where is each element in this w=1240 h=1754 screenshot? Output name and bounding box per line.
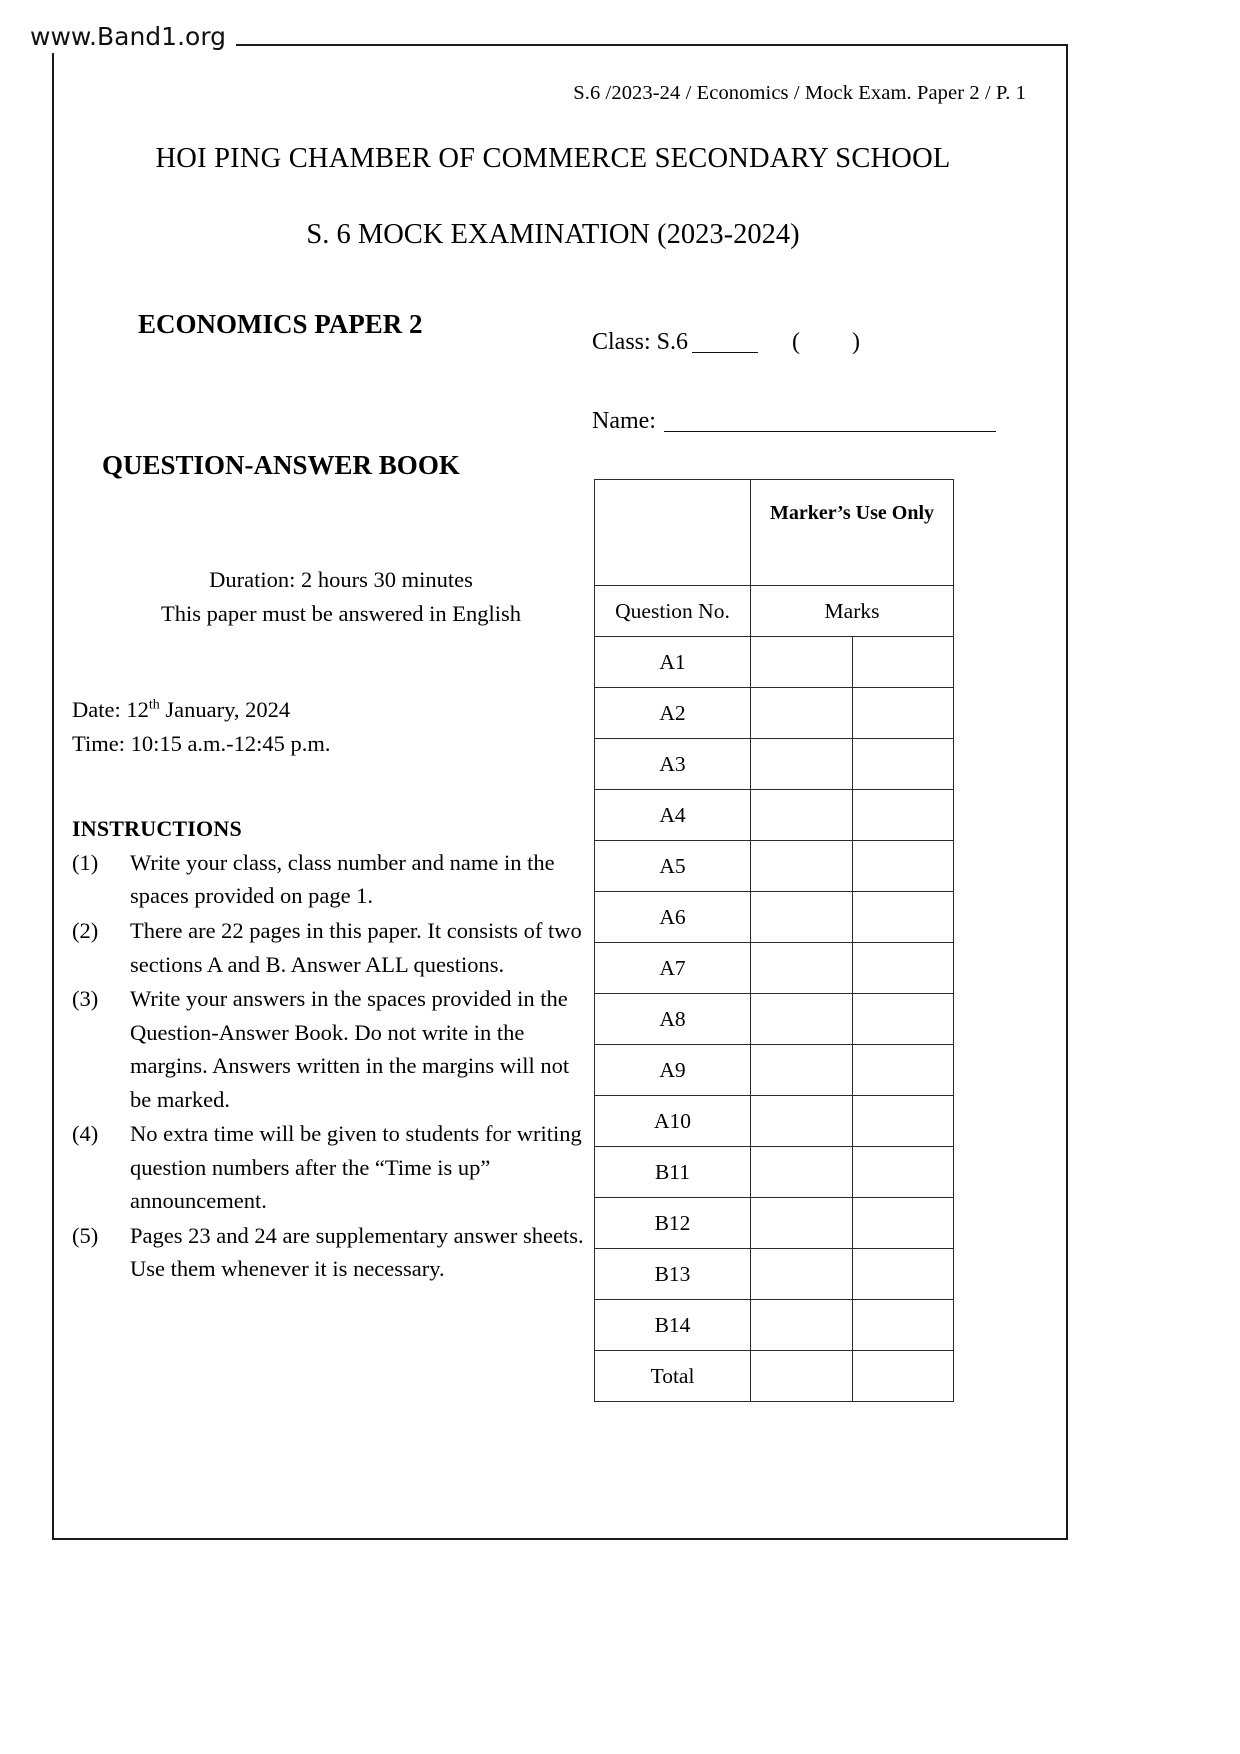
table-row xyxy=(595,1096,954,1147)
marks-cell[interactable] xyxy=(751,1096,853,1147)
question-label: B13 xyxy=(595,1249,751,1300)
question-label: A8 xyxy=(595,994,751,1045)
marks-extra-cell[interactable] xyxy=(852,1249,954,1300)
exam-date xyxy=(72,693,592,726)
question-no-header: Question No. xyxy=(595,586,751,637)
question-label: B12 xyxy=(595,1198,751,1249)
table-row xyxy=(595,637,954,688)
marks-extra-cell[interactable] xyxy=(852,637,954,688)
duration-block xyxy=(72,563,592,631)
question-label: A4 xyxy=(595,790,751,841)
table-row xyxy=(595,1147,954,1198)
exam-date-rest: January, 2024 xyxy=(159,697,291,723)
running-head: S.6 /2023-24 / Economics / Mock Exam. Paper 2 / P. 1 xyxy=(573,82,1026,104)
marks-extra-cell[interactable] xyxy=(852,892,954,943)
marks-header-blank-cell xyxy=(595,480,751,586)
table-row xyxy=(595,1045,954,1096)
question-label: A5 xyxy=(595,841,751,892)
instruction-number: (1) xyxy=(72,849,99,875)
instruction-item xyxy=(72,1117,592,1218)
question-label: A10 xyxy=(595,1096,751,1147)
marks-extra-cell[interactable] xyxy=(852,994,954,1045)
question-label: B11 xyxy=(595,1147,751,1198)
marks-cell[interactable] xyxy=(751,1300,853,1351)
marks-cell[interactable] xyxy=(751,994,853,1045)
marks-extra-cell[interactable] xyxy=(852,1300,954,1351)
marks-extra-cell[interactable] xyxy=(852,943,954,994)
marks-cell[interactable] xyxy=(751,943,853,994)
markers-use-only-table xyxy=(594,479,954,1402)
marks-extra-cell[interactable] xyxy=(852,1096,954,1147)
instruction-text: Write your class, class number and name in the spaces provided on page 1. xyxy=(130,849,555,909)
date-time-block xyxy=(72,693,592,760)
class-label: Class: S.6 xyxy=(592,329,689,355)
name-field-row xyxy=(592,408,1032,435)
table-row xyxy=(595,1300,954,1351)
exam-date-ordinal: th xyxy=(148,697,160,713)
total-extra-cell[interactable] xyxy=(852,1351,954,1402)
instruction-item xyxy=(72,982,592,1116)
table-row xyxy=(595,892,954,943)
instruction-text: Write your answers in the spaces provided in the Question-Answer Book. Do not write in the margins. Answers written in the margins will not be marked. xyxy=(130,986,570,1112)
marks-extra-cell[interactable] xyxy=(852,688,954,739)
marks-cell[interactable] xyxy=(751,1045,853,1096)
total-marks-cell[interactable] xyxy=(751,1351,853,1402)
cover-left-column xyxy=(72,303,592,1287)
instruction-item xyxy=(72,914,592,981)
paren-close: ) xyxy=(852,329,913,355)
instruction-number: (4) xyxy=(72,1121,99,1147)
marks-extra-cell[interactable] xyxy=(852,739,954,790)
marks-table-body xyxy=(595,480,954,1402)
instruction-text: There are 22 pages in this paper. It consists of two sections A and B. Answer ALL questions. xyxy=(130,918,582,977)
name-input[interactable] xyxy=(664,412,996,432)
table-row xyxy=(595,688,954,739)
marks-cell[interactable] xyxy=(751,1249,853,1300)
class-field-row xyxy=(592,329,1032,356)
table-row xyxy=(595,943,954,994)
marks-extra-cell[interactable] xyxy=(852,1045,954,1096)
question-label: A2 xyxy=(595,688,751,739)
class-input[interactable] xyxy=(692,333,758,353)
exam-date-text: Date: 12 xyxy=(72,697,149,723)
exam-time: Time: 10:15 a.m.-12:45 p.m. xyxy=(72,730,331,756)
paren-open: ( xyxy=(792,329,853,355)
instruction-text: Pages 23 and 24 are supplementary answer sheets. Use them whenever it is necessary. xyxy=(130,1222,584,1282)
question-label: A9 xyxy=(595,1045,751,1096)
page-content xyxy=(72,60,1048,1530)
marks-table-header-row xyxy=(595,480,954,586)
marks-extra-cell[interactable] xyxy=(852,790,954,841)
instruction-number: (5) xyxy=(72,1222,99,1248)
marks-extra-cell[interactable] xyxy=(852,1198,954,1249)
table-row-total xyxy=(595,1351,954,1402)
school-name: HOI PING CHAMBER OF COMMERCE SECONDARY SCHOOL xyxy=(155,143,951,174)
language-note: This paper must be answered in English xyxy=(161,601,521,627)
table-row xyxy=(595,790,954,841)
marks-extra-cell[interactable] xyxy=(852,841,954,892)
marks-cell[interactable] xyxy=(751,841,853,892)
instruction-item xyxy=(72,846,592,913)
paper-title: ECONOMICS PAPER 2 xyxy=(138,309,423,339)
cover-right-column xyxy=(592,303,1032,1402)
instruction-number: (2) xyxy=(72,918,99,943)
marks-header: Marks xyxy=(751,586,954,637)
watermark-band1: www.Band1.org xyxy=(28,22,236,53)
table-row xyxy=(595,1249,954,1300)
instruction-item xyxy=(72,1219,592,1286)
instruction-number: (3) xyxy=(72,986,99,1012)
marks-extra-cell[interactable] xyxy=(852,1147,954,1198)
question-label: A3 xyxy=(595,739,751,790)
marks-table-subheader-row xyxy=(595,586,954,637)
instruction-text: No extra time will be given to students for writing question numbers after the “Time is up” announcement. xyxy=(130,1121,582,1214)
marks-cell[interactable] xyxy=(751,790,853,841)
marks-cell[interactable] xyxy=(751,1147,853,1198)
instructions-list xyxy=(72,846,592,1286)
marks-cell[interactable] xyxy=(751,637,853,688)
marks-cell[interactable] xyxy=(751,688,853,739)
class-number-group[interactable] xyxy=(792,329,912,356)
table-row xyxy=(595,994,954,1045)
table-row xyxy=(595,1198,954,1249)
marks-cell[interactable] xyxy=(751,892,853,943)
cover-body xyxy=(72,303,1048,1388)
total-label: Total xyxy=(595,1351,751,1402)
question-label: A1 xyxy=(595,637,751,688)
markers-use-only-label: Marker’s Use Only xyxy=(751,480,954,586)
table-row xyxy=(595,739,954,790)
question-label: B14 xyxy=(595,1300,751,1351)
table-row xyxy=(595,841,954,892)
name-label: Name: xyxy=(592,408,656,434)
question-label: A7 xyxy=(595,943,751,994)
duration-text: Duration: 2 hours 30 minutes xyxy=(209,567,473,592)
instructions-heading: INSTRUCTIONS xyxy=(72,815,242,841)
question-label: A6 xyxy=(595,892,751,943)
marks-cell[interactable] xyxy=(751,739,853,790)
exam-name: S. 6 MOCK EXAMINATION (2023-2024) xyxy=(306,219,800,250)
question-answer-book-title: QUESTION-ANSWER BOOK xyxy=(102,450,460,480)
marks-cell[interactable] xyxy=(751,1198,853,1249)
